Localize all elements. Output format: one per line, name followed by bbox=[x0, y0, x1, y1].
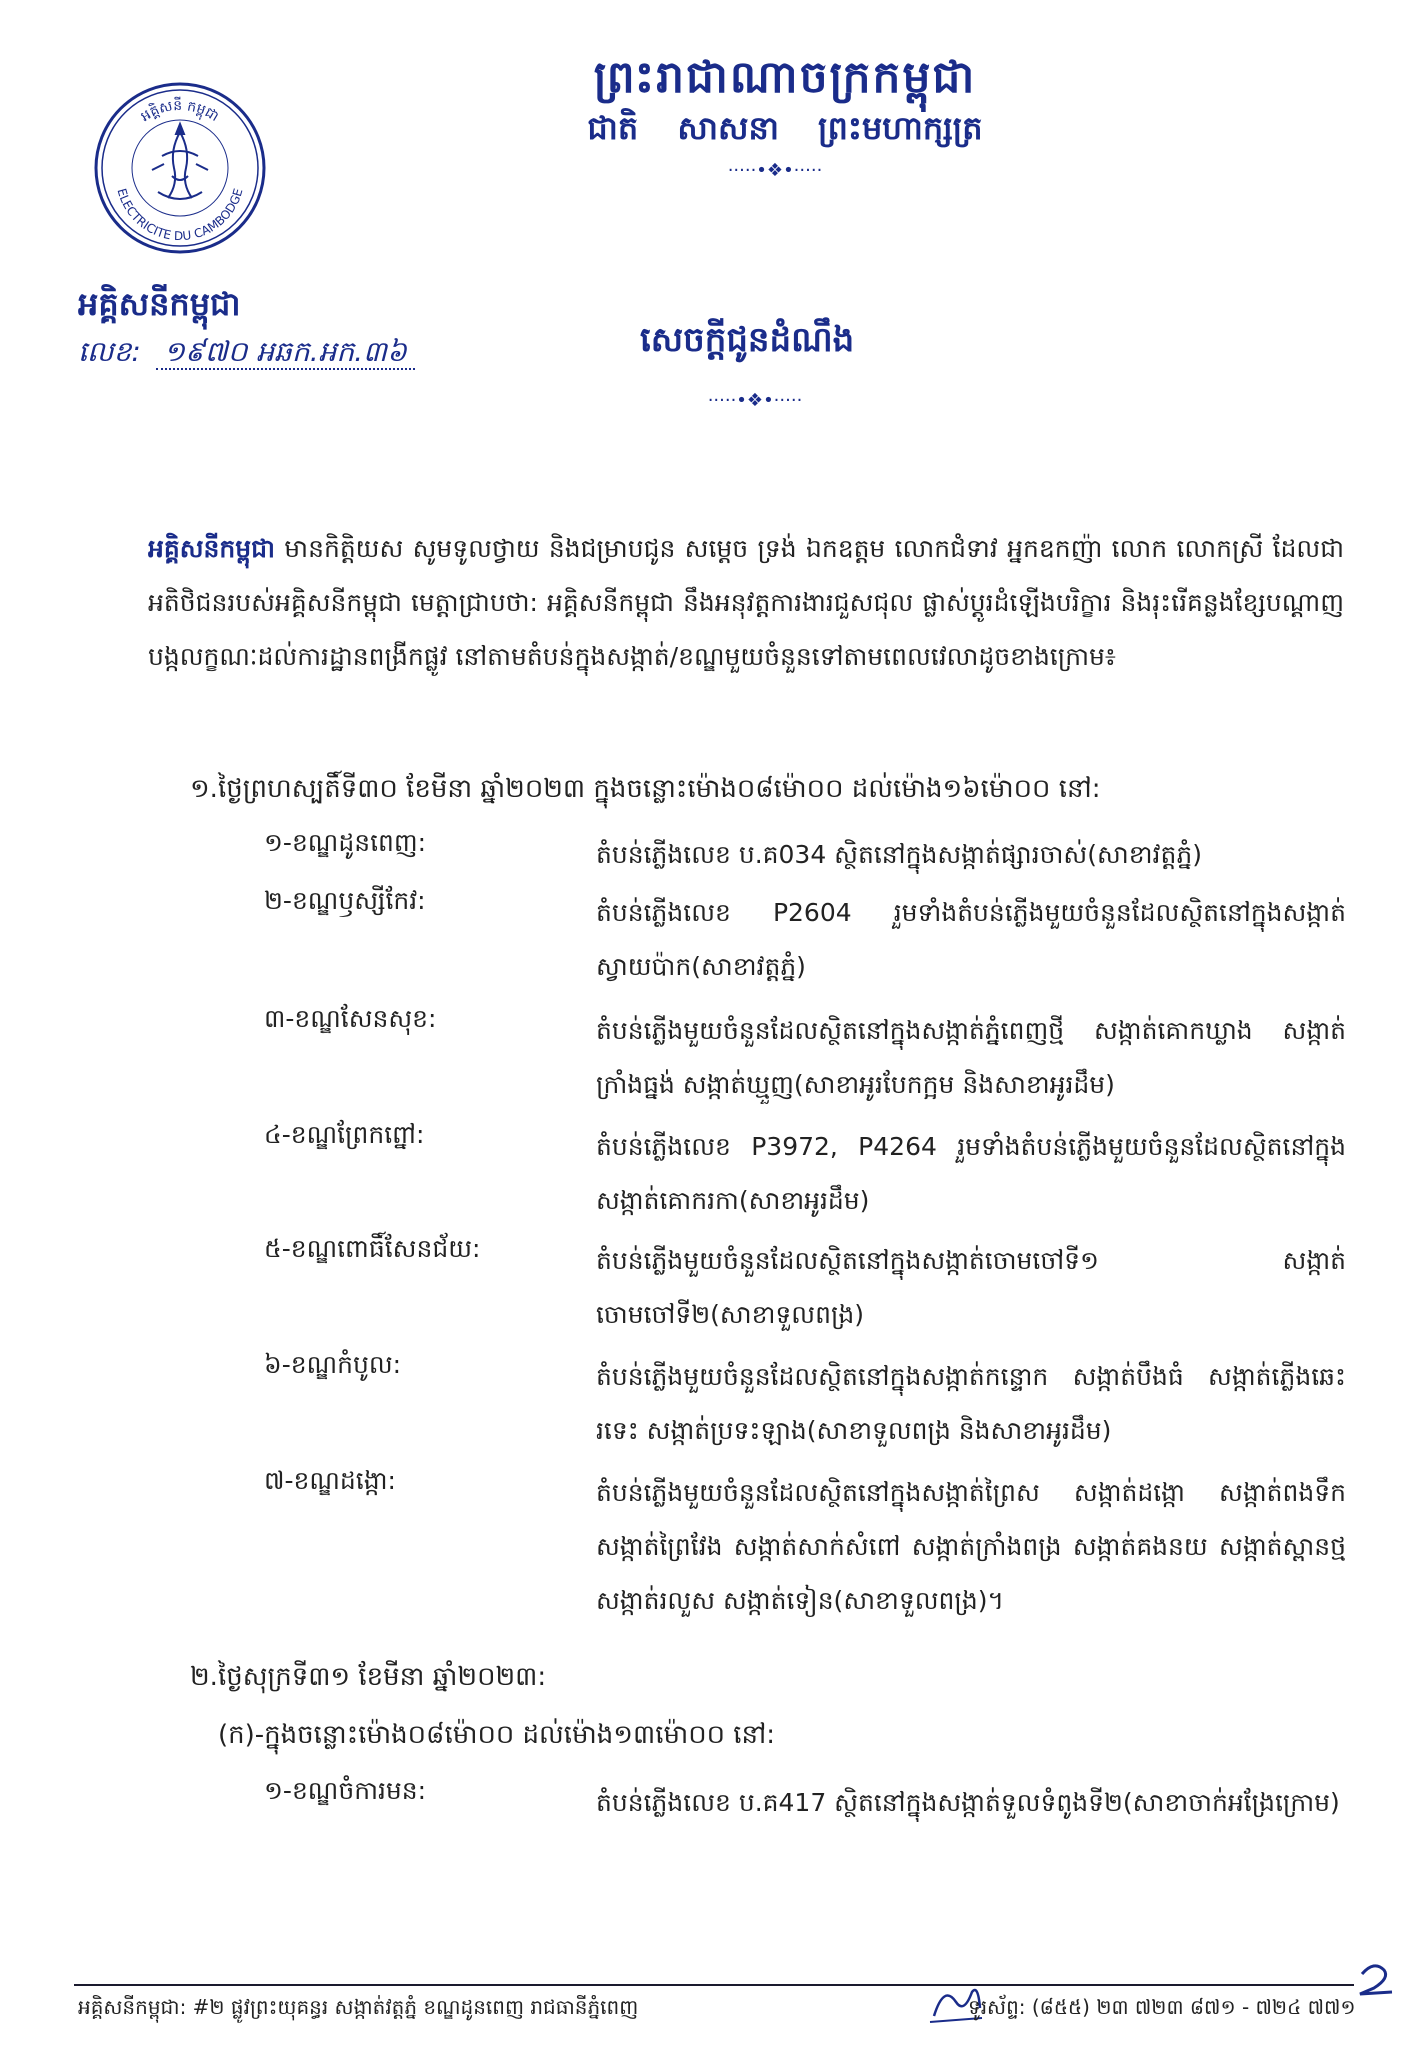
area-description: តំបន់ភ្លើងលេខ P2604 រួមទាំងតំបន់ភ្លើងមួយចំនួនដែលស្ថិតនៅក្នុងសង្កាត់ស្វាយប៉ាក(សាខាវត្តភ្នំ) bbox=[596, 898, 1346, 981]
title-ornament: ·····•❖•····· bbox=[707, 390, 803, 411]
district-label: ៣-ខណ្ឌសែនសុខ: bbox=[264, 1004, 437, 1033]
district-label: ១-ខណ្ឌដូនពេញ: bbox=[264, 828, 427, 857]
page-initial-mark bbox=[1352, 1960, 1398, 2000]
reference-value: ១៩៧០ អឆក.អក.៣៦ bbox=[156, 335, 415, 370]
footer-address: អគ្គិសនីកម្ពុជា: #២ ផ្លូវព្រះយុគន្ធរ សង្កាត់វត្តភ្នំ ខណ្ឌដូនពេញ រាជធានីភ្នំពេញ bbox=[78, 1995, 639, 2019]
area-description: តំបន់ភ្លើងលេខ ប.គ417 ស្ថិតនៅក្នុងសង្កាត់ទួលទំពូងទី២(សាខាចាក់អង្រែក្រោម) bbox=[596, 1788, 1340, 1817]
area-description: តំបន់ភ្លើងមួយចំនួនដែលស្ថិតនៅក្នុងសង្កាត់កន្ទោក សង្កាត់បឹងធំ សង្កាត់ភ្លើងឆេះរទេះ សង្កាត់ប្រទះឡាង(សាខាទួលពង្រ និងសាខាអូរដឹម) bbox=[596, 1362, 1346, 1445]
seal-text-bottom: ELECTRICITE DU CAMBODGE bbox=[114, 186, 246, 244]
district-label: ៥-ខណ្ឌពោធិ៍សែនជ័យ: bbox=[264, 1234, 481, 1263]
intro-issuer: អគ្គិសនីកម្ពុជា bbox=[148, 534, 275, 563]
footer-phone: ទូរស័ព្ទ: (៨៥៥) ២៣ ៧២៣ ៨៧១ - ៧២៤ ៧៧១ bbox=[968, 1995, 1356, 2019]
intro-paragraph bbox=[148, 522, 1344, 684]
section-2-heading: ២.ថ្ងៃសុក្រទី៣១ ខែមីនា ឆ្នាំ២០២៣: bbox=[190, 1662, 547, 1692]
seal-text-top: អគ្គិសនី កម្ពុជា bbox=[138, 97, 222, 126]
district-label: ៦-ខណ្ឌកំបូល: bbox=[264, 1350, 402, 1379]
reference-number bbox=[78, 334, 415, 375]
area-description: តំបន់ភ្លើងមួយចំនួនដែលស្ថិតនៅក្នុងសង្កាត់ភ្នំពេញថ្មី សង្កាត់គោកឃ្លាង សង្កាត់ក្រាំងធ្នង់ សង្កាត់ឃ្មួញ(សាខាអូរបែកក្អម និងសាខាអូរដឹម) bbox=[596, 1016, 1346, 1099]
issuer-name: អគ្គិសនីកម្ពុជា bbox=[78, 285, 241, 323]
edc-seal-logo bbox=[92, 80, 268, 256]
document-title: សេចក្តីជូនដំណឹង bbox=[640, 320, 855, 360]
reference-label: លេខ: bbox=[78, 335, 141, 368]
district-label: ២-ខណ្ឌឫស្សីកែវ: bbox=[264, 886, 426, 915]
area-description: តំបន់ភ្លើងមួយចំនួនដែលស្ថិតនៅក្នុងសង្កាត់ព្រៃស សង្កាត់ដង្កោ សង្កាត់ពងទឹក សង្កាត់ព្រៃវែង សង្កាត់សាក់សំពៅ សង្កាត់ក្រាំងពង្រ សង្កាត់គងនយ សង្កាត់ស្ពានថ្ម សង្កាត់រលួស សង្កាត់ទៀន(សាខាទួលពង្រ)។ bbox=[596, 1478, 1346, 1615]
section-1-heading: ១.ថ្ងៃព្រហស្បតិ៍ទី៣០ ខែមីនា ឆ្នាំ២០២៣ ក្នុងចន្លោះម៉ោង០៨ម៉ោ០០ ដល់ម៉ោង១៦ម៉ោ០០ នៅ: bbox=[190, 774, 1101, 804]
national-motto: ជាតិ សាសនា ព្រះមហាក្សត្រ bbox=[587, 109, 983, 147]
area-description: តំបន់ភ្លើងលេខ ប.គ034 ស្ថិតនៅក្នុងសង្កាត់ផ្សារចាស់(សាខាវត្តភ្នំ) bbox=[596, 840, 1202, 869]
area-description: តំបន់ភ្លើងលេខ P3972, P4264 រួមទាំងតំបន់ភ្លើងមួយចំនួនដែលស្ថិតនៅក្នុងសង្កាត់គោករកា(សាខាអូរដឹម) bbox=[596, 1132, 1346, 1215]
footer-divider bbox=[74, 1984, 1354, 1986]
kingdom-heading: ព្រះរាជាណាចក្រកម្ពុជា bbox=[593, 52, 977, 103]
district-label: ៤-ខណ្ឌព្រែកព្នៅ: bbox=[264, 1120, 425, 1149]
district-label: ៧-ខណ្ឌដង្កោ: bbox=[264, 1466, 396, 1495]
area-description: តំបន់ភ្លើងមួយចំនួនដែលស្ថិតនៅក្នុងសង្កាត់ចោមចៅទី១ សង្កាត់ចោមចៅទី២(សាខាទួលពង្រ) bbox=[596, 1246, 1346, 1329]
header-ornament: ·····•❖•····· bbox=[727, 160, 823, 181]
intro-text: មានកិត្តិយស សូមទូលថ្វាយ និងជម្រាបជូន សម្តេច ទ្រង់ ឯកឧត្តម លោកជំទាវ អ្នកឧកញ៉ា លោក លោកស្រី ដែលជាអតិថិជនរបស់អគ្គិសនីកម្ពុជា មេត្តាជ្រាបថា: អគ្គិសនីកម្ពុជា នឹងអនុវត្តការងារជួសជុល ផ្លាស់ប្តូរដំឡើងបរិក្ខារ និងរុះរើគន្លងខ្សែបណ្តាញបង្កលក្ខណៈដល់ការដ្ឋានពង្រីកផ្លូវ នៅតាមតំបន់ក្នុងសង្កាត់/ខណ្ឌមួយចំនួនទៅតាមពេលវេលាដូចខាងក្រោម៖ bbox=[148, 534, 1344, 671]
section-2-subheading: (ក)-ក្នុងចន្លោះម៉ោង០៨ម៉ោ០០ ដល់ម៉ោង១៣ម៉ោ០០ នៅ: bbox=[218, 1720, 776, 1750]
district-label: ១-ខណ្ឌចំការមន: bbox=[264, 1776, 427, 1805]
